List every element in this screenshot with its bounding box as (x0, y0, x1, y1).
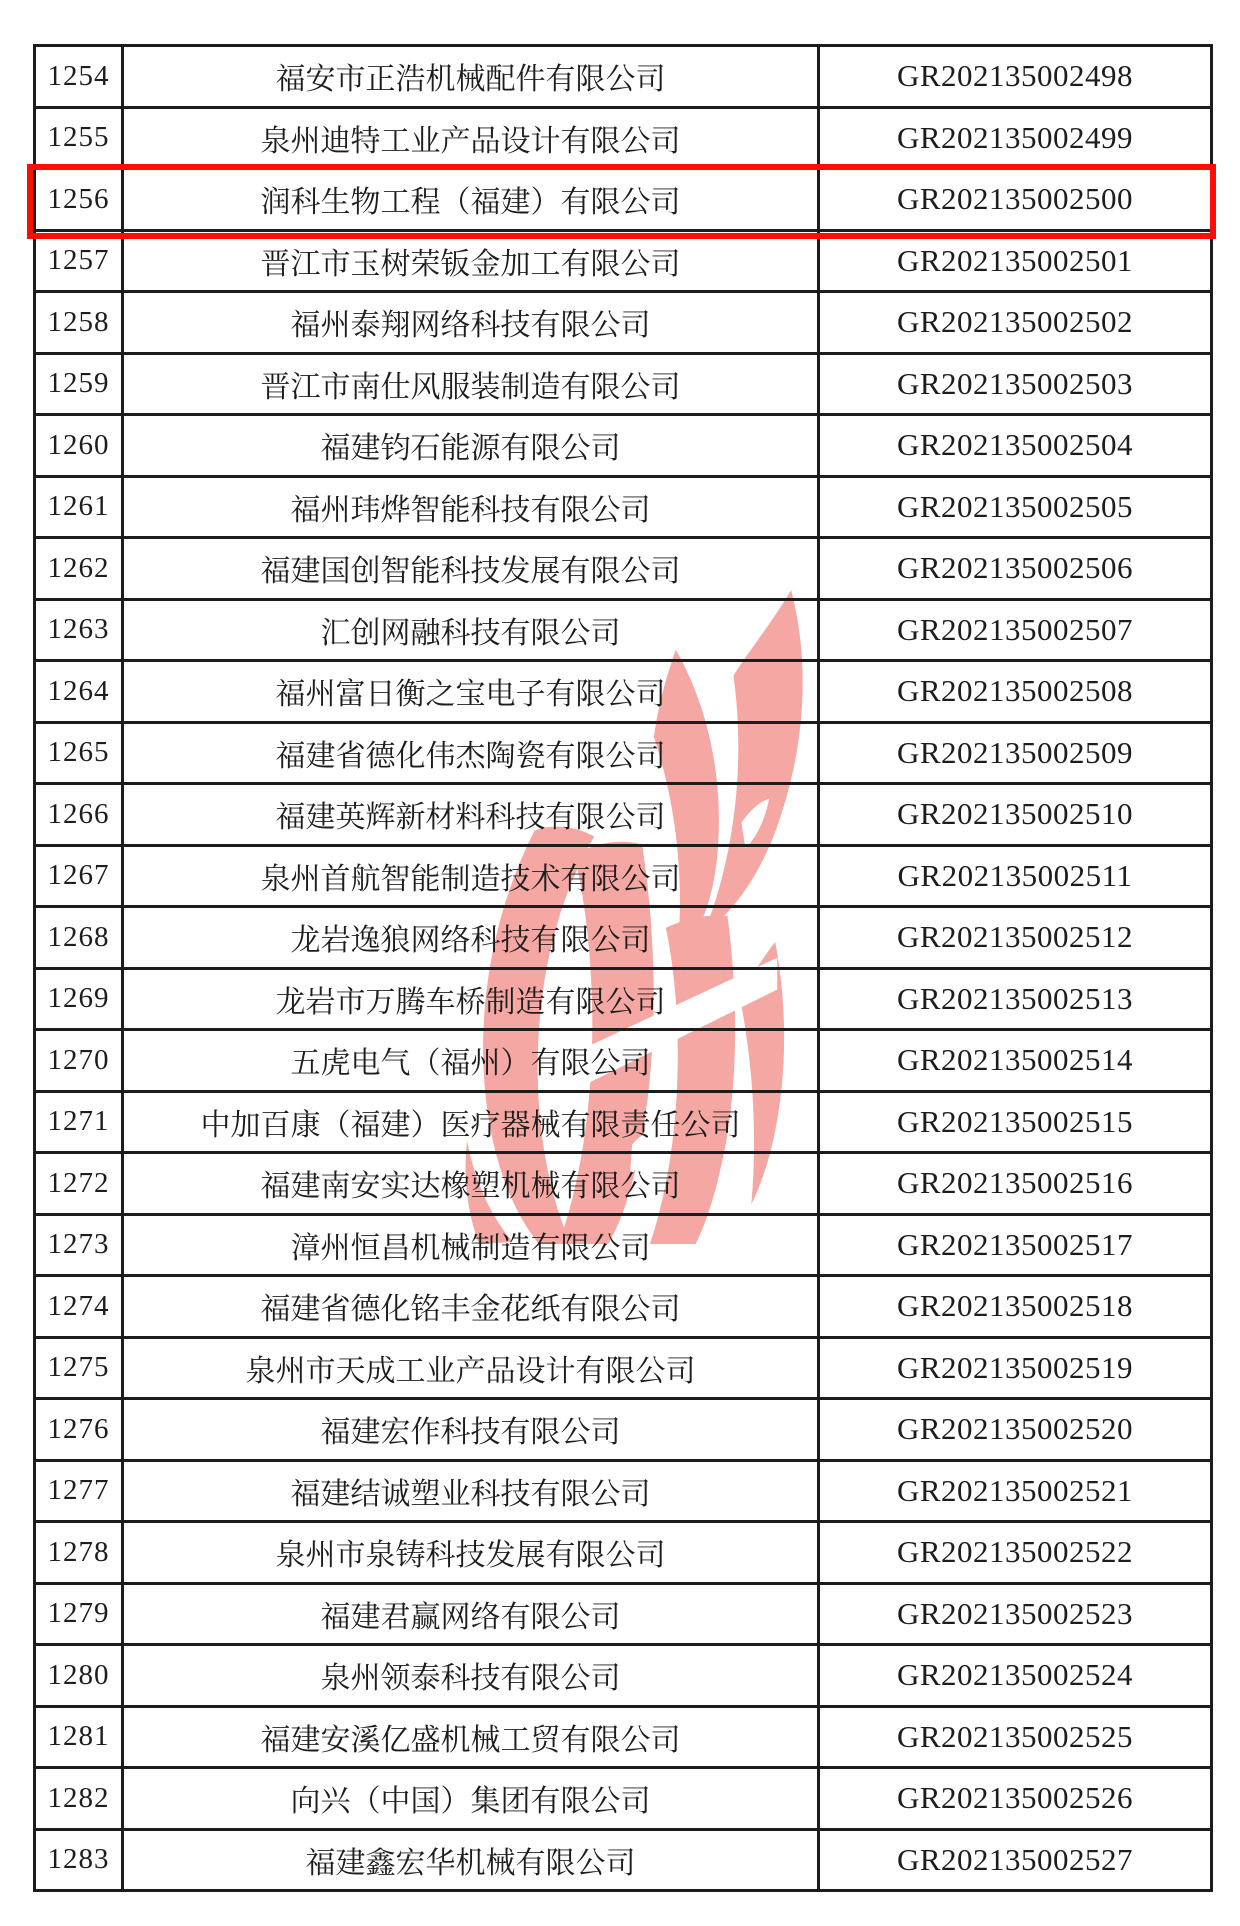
table-row (35, 1399, 1212, 1461)
table-row (35, 1091, 1212, 1153)
seq-cell: 1283 (35, 1829, 123, 1891)
seq-cell: 1271 (35, 1091, 123, 1153)
seq-cell: 1256 (35, 169, 123, 231)
company-cell: 泉州市天成工业产品设计有限公司 (123, 1337, 819, 1399)
table-row (35, 1153, 1212, 1215)
code-cell: GR202135002501 (819, 230, 1212, 292)
table-row (35, 415, 1212, 477)
table-row (35, 353, 1212, 415)
code-cell: GR202135002511 (819, 845, 1212, 907)
seq-cell: 1277 (35, 1460, 123, 1522)
company-cell: 福建省德化铭丰金花纸有限公司 (123, 1276, 819, 1338)
company-cell: 泉州领泰科技有限公司 (123, 1645, 819, 1707)
seq-cell: 1276 (35, 1399, 123, 1461)
code-cell: GR202135002507 (819, 599, 1212, 661)
company-cell: 漳州恒昌机械制造有限公司 (123, 1214, 819, 1276)
code-cell: GR202135002503 (819, 353, 1212, 415)
seq-cell: 1278 (35, 1522, 123, 1584)
company-cell: 福建君赢网络有限公司 (123, 1583, 819, 1645)
seq-cell: 1267 (35, 845, 123, 907)
company-cell: 福建鑫宏华机械有限公司 (123, 1829, 819, 1891)
company-cell: 汇创网融科技有限公司 (123, 599, 819, 661)
table-row (35, 1214, 1212, 1276)
code-cell: GR202135002517 (819, 1214, 1212, 1276)
table-row (35, 1583, 1212, 1645)
company-cell: 中加百康（福建）医疗器械有限责任公司 (123, 1091, 819, 1153)
code-cell: GR202135002510 (819, 784, 1212, 846)
table-row (35, 845, 1212, 907)
table-row (35, 968, 1212, 1030)
company-cell: 福州富日衡之宝电子有限公司 (123, 661, 819, 723)
seq-cell: 1254 (35, 46, 123, 108)
seq-cell: 1263 (35, 599, 123, 661)
company-cell: 五虎电气（福州）有限公司 (123, 1030, 819, 1092)
seq-cell: 1282 (35, 1768, 123, 1830)
table-row (35, 907, 1212, 969)
code-cell: GR202135002525 (819, 1706, 1212, 1768)
seq-cell: 1280 (35, 1645, 123, 1707)
seq-cell: 1279 (35, 1583, 123, 1645)
table-row (35, 1522, 1212, 1584)
company-cell: 龙岩逸狼网络科技有限公司 (123, 907, 819, 969)
company-cell: 福州玮烨智能科技有限公司 (123, 476, 819, 538)
code-cell: GR202135002508 (819, 661, 1212, 723)
seq-cell: 1273 (35, 1214, 123, 1276)
seq-cell: 1272 (35, 1153, 123, 1215)
seq-cell: 1281 (35, 1706, 123, 1768)
table-row (35, 169, 1212, 231)
table-row (35, 476, 1212, 538)
seq-cell: 1255 (35, 107, 123, 169)
company-cell: 福建省德化伟杰陶瓷有限公司 (123, 722, 819, 784)
code-cell: GR202135002512 (819, 907, 1212, 969)
code-cell: GR202135002516 (819, 1153, 1212, 1215)
company-cell: 龙岩市万腾车桥制造有限公司 (123, 968, 819, 1030)
table-row (35, 722, 1212, 784)
seq-cell: 1268 (35, 907, 123, 969)
company-cell: 晋江市玉树荣钣金加工有限公司 (123, 230, 819, 292)
table-body (35, 46, 1212, 1891)
table-row (35, 784, 1212, 846)
code-cell: GR202135002527 (819, 1829, 1212, 1891)
seq-cell: 1260 (35, 415, 123, 477)
seq-cell: 1262 (35, 538, 123, 600)
company-cell: 向兴（中国）集团有限公司 (123, 1768, 819, 1830)
table-row (35, 1768, 1212, 1830)
company-cell: 泉州迪特工业产品设计有限公司 (123, 107, 819, 169)
certification-table (33, 44, 1213, 1892)
seq-cell: 1269 (35, 968, 123, 1030)
code-cell: GR202135002499 (819, 107, 1212, 169)
company-cell: 福建结诚塑业科技有限公司 (123, 1460, 819, 1522)
code-cell: GR202135002519 (819, 1337, 1212, 1399)
seq-cell: 1259 (35, 353, 123, 415)
company-cell: 福建宏作科技有限公司 (123, 1399, 819, 1461)
table-row (35, 599, 1212, 661)
seq-cell: 1274 (35, 1276, 123, 1338)
company-cell: 福建安溪亿盛机械工贸有限公司 (123, 1706, 819, 1768)
company-cell: 泉州首航智能制造技术有限公司 (123, 845, 819, 907)
seq-cell: 1270 (35, 1030, 123, 1092)
code-cell: GR202135002514 (819, 1030, 1212, 1092)
seq-cell: 1257 (35, 230, 123, 292)
company-cell: 福建南安实达橡塑机械有限公司 (123, 1153, 819, 1215)
table-row (35, 1030, 1212, 1092)
company-cell: 福建英辉新材料科技有限公司 (123, 784, 819, 846)
code-cell: GR202135002518 (819, 1276, 1212, 1338)
code-cell: GR202135002506 (819, 538, 1212, 600)
table-row (35, 1276, 1212, 1338)
company-cell: 福州泰翔网络科技有限公司 (123, 292, 819, 354)
company-cell: 福建国创智能科技发展有限公司 (123, 538, 819, 600)
seq-cell: 1266 (35, 784, 123, 846)
code-cell: GR202135002522 (819, 1522, 1212, 1584)
seq-cell: 1258 (35, 292, 123, 354)
code-cell: GR202135002502 (819, 292, 1212, 354)
code-cell: GR202135002500 (819, 169, 1212, 231)
company-cell: 晋江市南仕风服装制造有限公司 (123, 353, 819, 415)
code-cell: GR202135002498 (819, 46, 1212, 108)
company-cell: 润科生物工程（福建）有限公司 (123, 169, 819, 231)
code-cell: GR202135002524 (819, 1645, 1212, 1707)
table-row (35, 230, 1212, 292)
table-row (35, 1829, 1212, 1891)
company-cell: 福建钧石能源有限公司 (123, 415, 819, 477)
code-cell: GR202135002526 (819, 1768, 1212, 1830)
table-row (35, 1645, 1212, 1707)
code-cell: GR202135002505 (819, 476, 1212, 538)
table-row (35, 661, 1212, 723)
table-row (35, 292, 1212, 354)
table-row (35, 1706, 1212, 1768)
code-cell: GR202135002520 (819, 1399, 1212, 1461)
seq-cell: 1265 (35, 722, 123, 784)
table-row (35, 46, 1212, 108)
code-cell: GR202135002515 (819, 1091, 1212, 1153)
company-cell: 福安市正浩机械配件有限公司 (123, 46, 819, 108)
code-cell: GR202135002509 (819, 722, 1212, 784)
seq-cell: 1275 (35, 1337, 123, 1399)
code-cell: GR202135002513 (819, 968, 1212, 1030)
table-row (35, 538, 1212, 600)
code-cell: GR202135002504 (819, 415, 1212, 477)
company-cell: 泉州市泉铸科技发展有限公司 (123, 1522, 819, 1584)
code-cell: GR202135002521 (819, 1460, 1212, 1522)
seq-cell: 1261 (35, 476, 123, 538)
code-cell: GR202135002523 (819, 1583, 1212, 1645)
table-row (35, 1337, 1212, 1399)
table-row (35, 1460, 1212, 1522)
seq-cell: 1264 (35, 661, 123, 723)
table-row (35, 107, 1212, 169)
